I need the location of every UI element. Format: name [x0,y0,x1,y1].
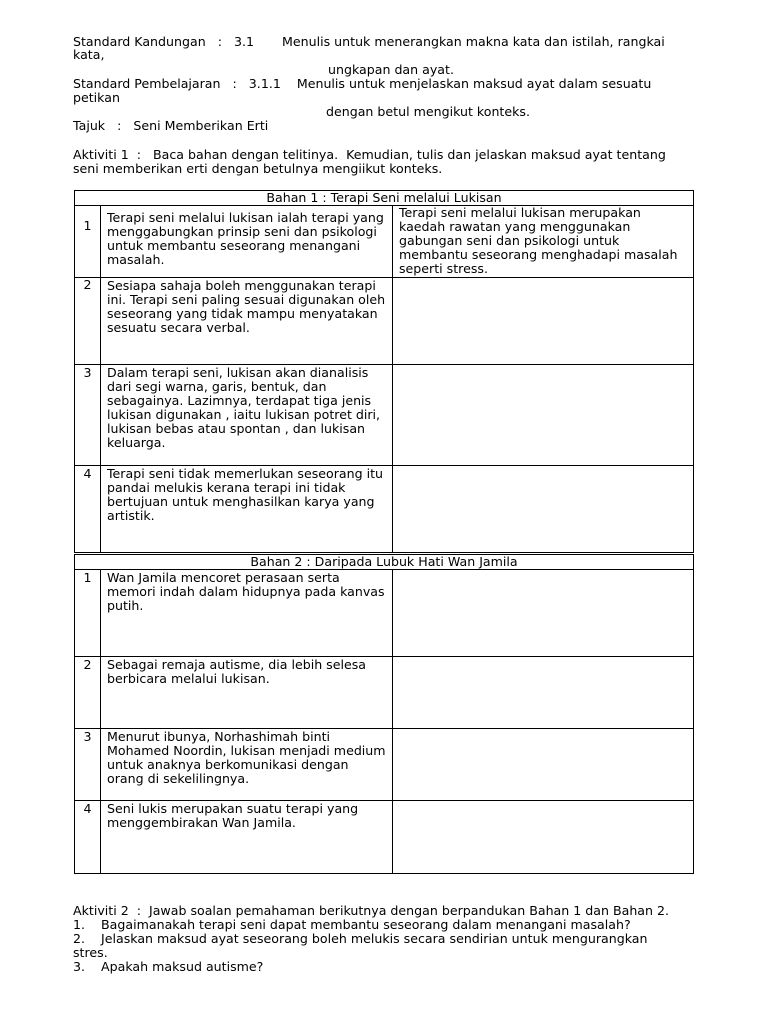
sp-label: Standard Pembelajaran [73,76,221,91]
passage-cell: Terapi seni tidak memerlukan seseorang itu pandai melukis kerana terapi ini tidak bertujuan untuk menghasilkan karya yang artistik. [101,466,393,553]
answer-cell[interactable]: Terapi seni melalui lukisan merupakan kaedah rawatan yang menggunakan gabungan seni dan psikologi untuk membantu seseorang menghadapi masalah seperti stress. [393,206,694,278]
row-number: 3 [75,365,101,466]
table-row [75,570,694,657]
table-row [75,657,694,729]
row-number: 4 [75,801,101,874]
row-number: 2 [75,657,101,729]
row-number: 3 [75,729,101,801]
sk-text-wrap: kata, [73,47,105,62]
passage-cell: Wan Jamila mencoret perasaan serta memori indah dalam hidupnya pada kanvas putih. [101,570,393,657]
sk-label: Standard Kandungan [73,34,206,49]
question-1: 1. Bagaimanakah terapi seni dapat membantu seseorang dalam menangani masalah? [73,917,631,932]
passage-cell: Menurut ibunya, Norhashimah binti Mohamed Noordin, lukisan menjadi medium untuk anaknya berkomunikasi dengan orang di sekelilingnya. [101,729,393,801]
sp-text-continuation: dengan betul mengikut konteks. [326,104,530,119]
aktiviti-2-intro: Aktiviti 2 : Jawab soalan pemahaman berikutnya dengan berpandukan Bahan 1 dan Bahan 2. [73,903,670,918]
standard-pembelajaran-line: Standard Pembelajaran : 3.1.1 Menulis untuk menjelaskan maksud ayat dalam sesuatu [73,76,652,91]
table-row [75,466,694,553]
table-title-row [75,191,694,206]
tajuk-line: Tajuk : Seni Memberikan Erti [73,118,269,133]
aktiviti-1-line-2: seni memberikan erti dengan betulnya mengiikut konteks. [73,161,443,176]
sk-code: 3.1 [233,34,254,49]
tajuk-text: Seni Memberikan Erti [133,118,269,133]
passage-cell: Terapi seni melalui lukisan ialah terapi yang menggabungkan prinsip seni dan psikologi untuk membantu seseorang menangani masalah. [101,206,393,278]
table-row [75,801,694,874]
question-2: 2. Jelaskan maksud ayat seseorang boleh melukis secara sendirian untuk mengurangkan [73,931,648,946]
answer-cell[interactable] [393,466,694,553]
row-number: 1 [75,206,101,278]
answer-cell[interactable] [393,278,694,365]
question-2-continuation: stres. [73,945,108,960]
sp-text-wrap: petikan [73,90,120,105]
standard-kandungan-line: Standard Kandungan : 3.1 Menulis untuk menerangkan makna kata dan istilah, rangkai [73,34,665,49]
passage-cell: Sesiapa sahaja boleh menggunakan terapi ini. Terapi seni paling sesuai digunakan oleh seseorang yang tidak mampu menyatakan sesuatu secara verbal. [101,278,393,365]
answer-cell[interactable] [393,570,694,657]
bahan-2-table [74,554,694,874]
bahan-2-title: Bahan 2 : Daripada Lubuk Hati Wan Jamila [75,555,694,570]
row-number: 4 [75,466,101,553]
bahan-1-table [74,190,694,553]
answer-cell[interactable] [393,729,694,801]
bahan-1-title: Bahan 1 : Terapi Seni melalui Lukisan [75,191,694,206]
table-title-row [75,555,694,570]
answer-cell[interactable] [393,801,694,874]
passage-cell: Dalam terapi seni, lukisan akan dianalisis dari segi warna, garis, bentuk, dan sebagainya. Lazimnya, terdapat tiga jenis lukisan digunakan , iaitu lukisan potret diri, lukisan bebas atau spontan , dan lukisan keluarga. [101,365,393,466]
row-number: 1 [75,570,101,657]
answer-cell[interactable] [393,657,694,729]
question-3: 3. Apakah maksud autisme? [73,959,264,974]
table-row [75,729,694,801]
sp-code: 3.1.1 [248,76,281,91]
table-row [75,278,694,365]
answer-cell[interactable] [393,365,694,466]
passage-cell: Sebagai remaja autisme, dia lebih selesa berbicara melalui lukisan. [101,657,393,729]
passage-cell: Seni lukis merupakan suatu terapi yang menggembirakan Wan Jamila. [101,801,393,874]
aktiviti-1-line-1: Aktiviti 1 : Baca bahan dengan telitinya. Kemudian, tulis dan jelaskan maksud ayat tentang [73,147,666,162]
tajuk-label: Tajuk [73,118,106,133]
sp-text: Menulis untuk menjelaskan maksud ayat dalam sesuatu [296,76,652,91]
sk-text: Menulis untuk menerangkan makna kata dan istilah, rangkai [282,34,665,49]
table-row [75,206,694,278]
sk-text-continuation: ungkapan dan ayat. [328,62,454,77]
table-row [75,365,694,466]
row-number: 2 [75,278,101,365]
